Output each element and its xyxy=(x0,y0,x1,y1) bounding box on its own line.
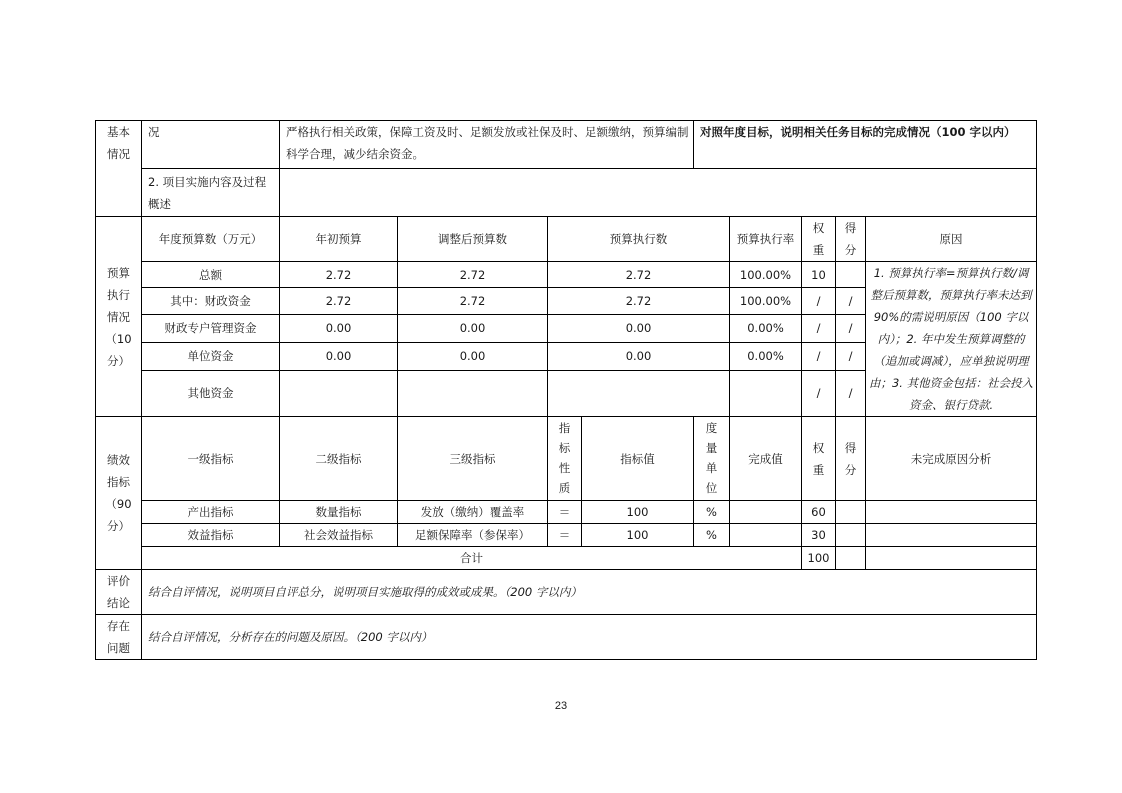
perf-row-level3: 发放（缴纳）覆盖率 xyxy=(398,501,548,524)
budget-row-score: / xyxy=(836,288,866,314)
basic-kuang-cell: 况 xyxy=(142,121,280,169)
perf-row-level2: 社会效益指标 xyxy=(280,524,398,547)
budget-row-adjusted xyxy=(398,370,548,416)
perf-header-level3: 三级指标 xyxy=(398,417,548,501)
perf-row-score xyxy=(836,501,866,524)
perf-header-score: 得分 xyxy=(836,417,866,501)
perf-row-weight: 60 xyxy=(802,501,836,524)
budget-row-score: / xyxy=(836,343,866,370)
perf-header-level2: 二级指标 xyxy=(280,417,398,501)
perf-header-level1: 一级指标 xyxy=(142,417,280,501)
budget-row-adjusted: 0.00 xyxy=(398,314,548,342)
budget-row-name: 其他资金 xyxy=(142,370,280,416)
budget-row-executed: 2.72 xyxy=(548,262,730,288)
budget-reason-note: 1. 预算执行率=预算执行数/调整后预算数，预算执行率未达到 90%的需说明原因（100 字以内）；2. 年中发生预算调整的（追加或调减），应单独说明理由；3. 其他资金包括：社会投入资金、银行贷款. xyxy=(866,262,1037,417)
perf-row-weight: 30 xyxy=(802,524,836,547)
performance-label: 绩效指标（90分） xyxy=(96,417,142,570)
budget-row-score xyxy=(836,262,866,288)
budget-row-rate: 0.00% xyxy=(730,343,802,370)
perf-header-nature: 指标性质 xyxy=(548,417,582,501)
total-analysis xyxy=(866,547,1037,570)
perf-row-level1: 效益指标 xyxy=(142,524,280,547)
basic-right-note: 对照年度目标，说明相关任务目标的完成情况（100 字以内） xyxy=(694,121,1037,169)
perf-row-unit: % xyxy=(694,524,730,547)
perf-row-value: 100 xyxy=(582,501,694,524)
perf-row-nature: ＝ xyxy=(548,524,582,547)
perf-row-level1: 产出指标 xyxy=(142,501,280,524)
budget-row-initial: 2.72 xyxy=(280,288,398,314)
budget-row-adjusted: 2.72 xyxy=(398,288,548,314)
budget-row-name: 其中：财政资金 xyxy=(142,288,280,314)
perf-header-weight: 权重 xyxy=(802,417,836,501)
budget-row-weight: / xyxy=(802,288,836,314)
budget-row-adjusted: 0.00 xyxy=(398,343,548,370)
budget-header-score: 得分 xyxy=(836,217,866,262)
basic-item2-content xyxy=(280,169,1037,217)
budget-header-weight: 权重 xyxy=(802,217,836,262)
budget-header-initial: 年初预算 xyxy=(280,217,398,262)
budget-row-rate: 0.00% xyxy=(730,314,802,342)
budget-header-executed: 预算执行数 xyxy=(548,217,730,262)
budget-header-rate: 预算执行率 xyxy=(730,217,802,262)
basic-label: 基本情况 xyxy=(96,121,142,217)
budget-row-rate xyxy=(730,370,802,416)
budget-row-weight: / xyxy=(802,370,836,416)
budget-label: 预算执行情况（10分） xyxy=(96,217,142,417)
perf-header-value: 指标值 xyxy=(582,417,694,501)
perf-header-analysis: 未完成原因分析 xyxy=(866,417,1037,501)
perf-row-completed xyxy=(730,501,802,524)
budget-row-name: 单位资金 xyxy=(142,343,280,370)
perf-row-completed xyxy=(730,524,802,547)
perf-row-analysis xyxy=(866,501,1037,524)
budget-row-executed: 0.00 xyxy=(548,343,730,370)
budget-row-initial: 2.72 xyxy=(280,262,398,288)
page-number: 23 xyxy=(554,700,568,712)
perf-header-completed: 完成值 xyxy=(730,417,802,501)
budget-row-weight: / xyxy=(802,314,836,342)
issues-label: 存在问题 xyxy=(96,615,142,660)
budget-row-name: 财政专户管理资金 xyxy=(142,314,280,342)
budget-row-initial xyxy=(280,370,398,416)
perf-row-nature: ＝ xyxy=(548,501,582,524)
budget-row-rate: 100.00% xyxy=(730,288,802,314)
total-score xyxy=(836,547,866,570)
evaluation-label: 评价结论 xyxy=(96,570,142,615)
budget-row-executed: 2.72 xyxy=(548,288,730,314)
evaluation-text: 结合自评情况，说明项目自评总分，说明项目实施取得的成效或成果。（200 字以内） xyxy=(142,570,1037,615)
basic-left-text: 严格执行相关政策，保障工资及时、足额发放或社保及时、足额缴纳，预算编制科学合理，减少结余资金。 xyxy=(280,121,694,169)
perf-row-value: 100 xyxy=(582,524,694,547)
budget-row-executed xyxy=(548,370,730,416)
total-weight: 100 xyxy=(802,547,836,570)
perf-row-level2: 数量指标 xyxy=(280,501,398,524)
budget-row-initial: 0.00 xyxy=(280,343,398,370)
budget-row-score: / xyxy=(836,314,866,342)
budget-row-adjusted: 2.72 xyxy=(398,262,548,288)
perf-header-unit: 度量单位 xyxy=(694,417,730,501)
budget-header-annual: 年度预算数（万元） xyxy=(142,217,280,262)
issues-text: 结合自评情况，分析存在的问题及原因。（200 字以内） xyxy=(142,615,1037,660)
budget-header-reason: 原因 xyxy=(866,217,1037,262)
budget-row-rate: 100.00% xyxy=(730,262,802,288)
budget-row-weight: 10 xyxy=(802,262,836,288)
perf-row-score xyxy=(836,524,866,547)
perf-row-unit: % xyxy=(694,501,730,524)
budget-row-name: 总额 xyxy=(142,262,280,288)
perf-row-level3: 足额保障率（参保率） xyxy=(398,524,548,547)
budget-row-executed: 0.00 xyxy=(548,314,730,342)
self-evaluation-table xyxy=(95,120,1037,660)
budget-row-weight: / xyxy=(802,343,836,370)
perf-row-analysis xyxy=(866,524,1037,547)
basic-item2-label: 2. 项目实施内容及过程概述 xyxy=(142,169,280,217)
total-label: 合计 xyxy=(142,547,802,570)
budget-row-initial: 0.00 xyxy=(280,314,398,342)
budget-header-adjusted: 调整后预算数 xyxy=(398,217,548,262)
budget-row-score: / xyxy=(836,370,866,416)
